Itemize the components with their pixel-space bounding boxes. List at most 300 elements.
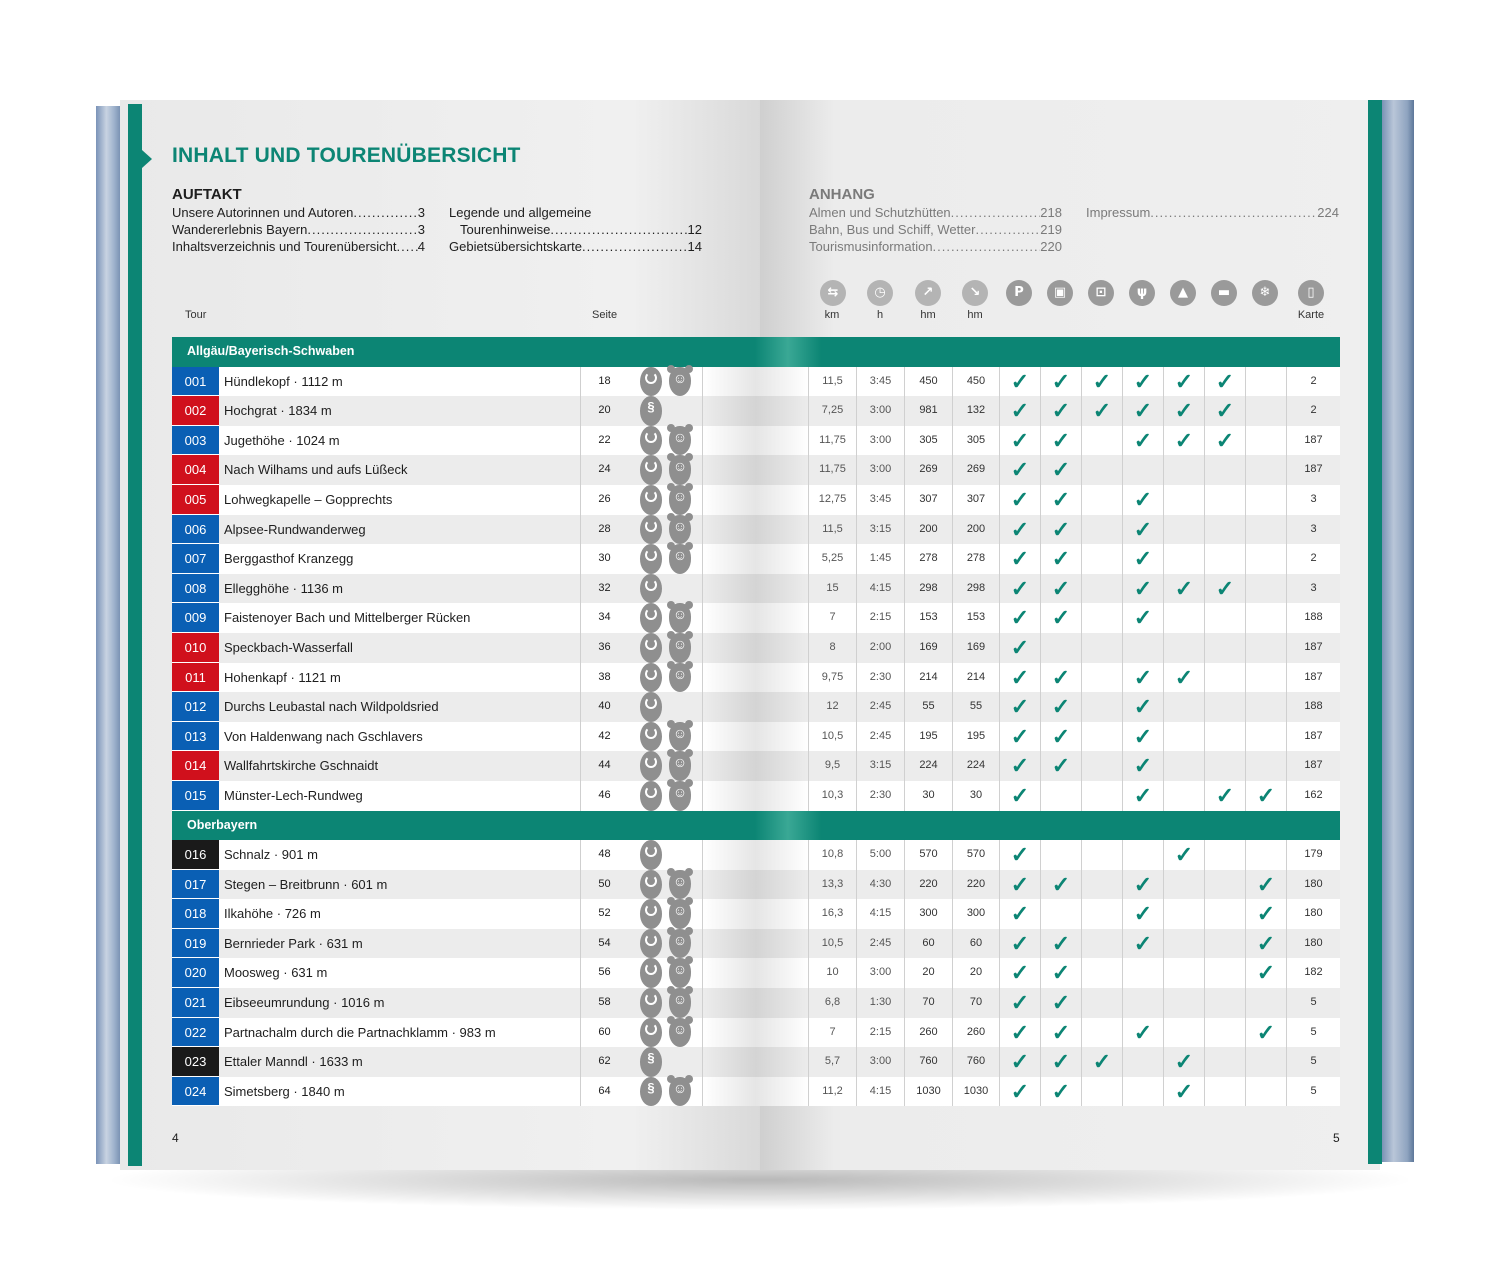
checkmark-icon: ✓ [1051, 457, 1071, 483]
tour-ascent: 220 [904, 870, 952, 900]
tour-duration: 2:30 [856, 663, 904, 693]
tour-duration: 1:30 [856, 988, 904, 1018]
tour-map-page: 187 [1286, 426, 1340, 456]
gutter-cell [702, 663, 808, 693]
tour-page: 26 [580, 485, 628, 515]
tour-ascent: 214 [904, 663, 952, 693]
check-cell [999, 1018, 1040, 1048]
gutter-cell [702, 840, 808, 870]
checkmark-icon: ✓ [1010, 368, 1030, 394]
tour-name[interactable]: Eibseeumrundung · 1016 m [224, 995, 385, 1011]
checkmark-icon: ✓ [1133, 546, 1153, 572]
tour-page: 20 [580, 396, 628, 426]
tour-km: 5,7 [808, 1047, 856, 1077]
check-cell [1204, 1077, 1245, 1107]
check-cell [1163, 1077, 1204, 1107]
tour-ascent: 1030 [904, 1077, 952, 1107]
toc-entry[interactable]: Impressum ..... 224 [1086, 204, 1339, 221]
round-trip-icon [640, 899, 662, 929]
check-cell [1040, 485, 1081, 515]
check-cell [1163, 515, 1204, 545]
checkmark-icon: ✓ [1010, 694, 1030, 720]
snowflake-icon: ❄ [1252, 280, 1278, 306]
checkmark-icon: ✓ [1010, 723, 1030, 749]
tour-km: 9,5 [808, 751, 856, 781]
check-cell [999, 722, 1040, 752]
tour-row[interactable] [172, 1047, 1340, 1077]
tour-duration: 2:45 [856, 692, 904, 722]
check-cell [1245, 515, 1286, 545]
checkmark-icon: ✓ [1051, 723, 1071, 749]
tour-map-page: 2 [1286, 396, 1340, 426]
tour-row[interactable] [172, 574, 1340, 604]
checkmark-icon: ✓ [1174, 427, 1194, 453]
tour-name[interactable]: Lohwegkapelle – Gopprechts [224, 491, 393, 507]
checkmark-icon: ✓ [1010, 634, 1030, 660]
check-cell [999, 544, 1040, 574]
checkmark-icon: ✓ [1051, 871, 1071, 897]
checkmark-icon: ✓ [1256, 782, 1276, 808]
tour-number-badge: 013 [172, 722, 219, 752]
tour-name[interactable]: Speckbach-Wasserfall [224, 639, 353, 655]
tour-number-badge: 020 [172, 958, 219, 988]
tour-name[interactable]: Ellegghöhe · 1136 m [224, 580, 344, 596]
kids-bear-icon [669, 1077, 691, 1107]
check-cell [1081, 426, 1122, 456]
check-cell [1163, 722, 1204, 752]
tour-descent: 300 [952, 899, 999, 929]
tour-name[interactable]: Durchs Leubastal nach Wildpoldsried [224, 699, 439, 715]
check-cell [1204, 485, 1245, 515]
toc-entry[interactable]: Gebietsübersichtskarte ..... 14 [449, 238, 702, 255]
gutter-cell [702, 692, 808, 722]
round-trip-icon [640, 574, 662, 604]
tour-ascent: 60 [904, 929, 952, 959]
tour-name[interactable]: Faistenoyer Bach und Mittelberger Rücken [224, 610, 471, 626]
check-cell [1040, 515, 1081, 545]
tour-ascent: 570 [904, 840, 952, 870]
check-cell [1204, 1018, 1245, 1048]
tour-km: 11,5 [808, 515, 856, 545]
checkmark-icon: ✓ [1051, 753, 1071, 779]
checkmark-icon: ✓ [1051, 546, 1071, 572]
check-cell [1163, 1018, 1204, 1048]
tour-row[interactable] [172, 692, 1340, 722]
check-cell [1245, 988, 1286, 1018]
round-trip-icon [640, 1018, 662, 1048]
check-cell [999, 485, 1040, 515]
tour-km: 12,75 [808, 485, 856, 515]
km-column-header: km [824, 309, 840, 321]
check-cell [1204, 899, 1245, 929]
signpost-icon: ⇆ [820, 280, 846, 306]
tour-row[interactable] [172, 633, 1340, 663]
tour-duration: 2:15 [856, 603, 904, 633]
check-cell [1040, 958, 1081, 988]
check-cell [1122, 692, 1163, 722]
tour-map-page: 179 [1286, 840, 1340, 870]
tour-row[interactable] [172, 663, 1340, 693]
hm-down-column-header: hm [967, 309, 983, 321]
gutter-cell [702, 515, 808, 545]
gutter-cell [702, 396, 808, 426]
tour-number-badge: 022 [172, 1018, 219, 1048]
tour-km: 12 [808, 692, 856, 722]
kids-bear-icon [669, 455, 691, 485]
tour-map-page: 188 [1286, 692, 1340, 722]
tour-descent: 1030 [952, 1077, 999, 1107]
tour-number-badge: 018 [172, 899, 219, 929]
tour-page: 58 [580, 988, 628, 1018]
check-cell [999, 751, 1040, 781]
checkmark-icon: ✓ [1174, 842, 1194, 868]
tour-row[interactable] [172, 544, 1340, 574]
tour-duration: 3:00 [856, 1047, 904, 1077]
tour-row[interactable] [172, 751, 1340, 781]
tour-ascent: 760 [904, 1047, 952, 1077]
check-cell [1081, 840, 1122, 870]
checkmark-icon: ✓ [1010, 546, 1030, 572]
tour-row[interactable] [172, 899, 1340, 929]
tour-name[interactable]: Hündlekopf · 1112 m [224, 373, 343, 389]
check-cell [999, 603, 1040, 633]
gutter-cell [702, 1077, 808, 1107]
check-cell [1081, 899, 1122, 929]
check-cell [1122, 722, 1163, 752]
tour-page: 54 [580, 929, 628, 959]
tour-descent: 269 [952, 455, 999, 485]
kids-bear-icon [669, 485, 691, 515]
check-cell [1245, 544, 1286, 574]
tour-ascent: 70 [904, 988, 952, 1018]
check-cell [1163, 840, 1204, 870]
check-cell [1163, 396, 1204, 426]
gutter-shade [755, 337, 821, 367]
check-cell [1122, 781, 1163, 811]
tour-name[interactable]: Münster-Lech-Rundweg [224, 787, 363, 803]
checkmark-icon: ✓ [1092, 398, 1112, 424]
checkmark-icon: ✓ [1051, 398, 1071, 424]
tour-row[interactable] [172, 367, 1340, 397]
check-cell [1245, 692, 1286, 722]
check-cell [1040, 1077, 1081, 1107]
check-cell [1163, 544, 1204, 574]
tour-number-badge: 007 [172, 544, 219, 574]
tour-number-badge: 015 [172, 781, 219, 811]
tour-km: 7 [808, 603, 856, 633]
kids-bear-icon [669, 958, 691, 988]
checkmark-icon: ✓ [1092, 1049, 1112, 1075]
gutter-cell [702, 988, 808, 1018]
tour-row[interactable] [172, 1018, 1340, 1048]
tour-row[interactable] [172, 840, 1340, 870]
karte-column-header: Karte [1297, 309, 1325, 321]
check-cell [1040, 633, 1081, 663]
tour-descent: 305 [952, 426, 999, 456]
check-cell [1163, 929, 1204, 959]
tour-ascent: 298 [904, 574, 952, 604]
gutter-cell [702, 485, 808, 515]
tour-map-page: 3 [1286, 574, 1340, 604]
check-cell [1040, 663, 1081, 693]
bed-icon: ▬ [1211, 280, 1237, 306]
toc-entry[interactable]: Tourenhinweise ..... 12 [449, 221, 702, 238]
tour-km: 10,8 [808, 840, 856, 870]
check-cell [1204, 663, 1245, 693]
toc-entry[interactable]: Inhaltsverzeichnis und Tourenübersicht ..... 4 [172, 238, 425, 255]
tour-descent: 195 [952, 722, 999, 752]
check-cell [1245, 367, 1286, 397]
tour-name[interactable]: Partnachalm durch die Partnachklamm · 983 m [224, 1024, 496, 1040]
check-cell [1163, 633, 1204, 663]
checkmark-icon: ✓ [1010, 842, 1030, 868]
gutter-cell [702, 426, 808, 456]
anhang-toc-col1 [809, 204, 1062, 255]
checkmark-icon: ✓ [1051, 960, 1071, 986]
checkmark-icon: ✓ [1133, 1019, 1153, 1045]
tour-name[interactable]: Wallfahrtskirche Gschnaidt [224, 758, 379, 774]
tour-number-badge: 016 [172, 840, 219, 870]
toc-entry[interactable]: Almen und Schutzhütten ..... 218 [809, 204, 1062, 221]
tour-row[interactable] [172, 988, 1340, 1018]
check-cell [1204, 367, 1245, 397]
checkmark-icon: ✓ [1133, 901, 1153, 927]
check-cell [1122, 426, 1163, 456]
tour-km: 10 [808, 958, 856, 988]
checkmark-icon: ✓ [1133, 605, 1153, 631]
tour-name[interactable]: Alpsee-Rundwanderweg [224, 521, 366, 537]
tour-number-badge: 009 [172, 603, 219, 633]
toc-entry[interactable]: Bahn, Bus und Schiff, Wetter ..... 219 [809, 221, 1062, 238]
tour-row[interactable] [172, 1077, 1340, 1107]
check-cell [1040, 899, 1081, 929]
tour-page: 28 [580, 515, 628, 545]
check-cell [999, 367, 1040, 397]
gutter-cell [702, 1047, 808, 1077]
tour-map-page: 180 [1286, 870, 1340, 900]
tour-name[interactable]: Schnalz · 901 m [224, 847, 318, 863]
check-cell [1040, 1018, 1081, 1048]
gutter-cell [702, 603, 808, 633]
tour-row[interactable] [172, 958, 1340, 988]
checkmark-icon: ✓ [1133, 664, 1153, 690]
tour-name[interactable]: Berggasthof Kranzegg [224, 551, 354, 567]
checkmark-icon: ✓ [1174, 1078, 1194, 1104]
check-cell [1040, 870, 1081, 900]
toc-entry[interactable]: Unsere Autorinnen und Autoren ..... 3 [172, 204, 425, 221]
checkmark-icon: ✓ [1010, 930, 1030, 956]
checkmark-icon: ✓ [1010, 753, 1030, 779]
tour-row[interactable] [172, 515, 1340, 545]
tour-name[interactable]: Simetsberg · 1840 m [224, 1083, 345, 1099]
tour-duration: 2:45 [856, 929, 904, 959]
tour-name[interactable]: Moosweg · 631 m [224, 965, 328, 981]
check-cell [1040, 722, 1081, 752]
check-cell [1122, 958, 1163, 988]
check-cell [1204, 574, 1245, 604]
check-cell [1081, 633, 1122, 663]
tour-name[interactable]: Jugethöhe · 1024 m [224, 432, 340, 448]
tour-km: 13,3 [808, 870, 856, 900]
check-cell [1245, 1047, 1286, 1077]
check-cell [1122, 1077, 1163, 1107]
tour-name[interactable]: Ilkahöhe · 726 m [224, 906, 321, 922]
kids-bear-icon [669, 663, 691, 693]
route-icon [640, 1077, 662, 1107]
region-label: Oberbayern [187, 817, 258, 832]
check-cell [1040, 751, 1081, 781]
tour-page: 44 [580, 751, 628, 781]
tour-duration: 2:30 [856, 781, 904, 811]
checkmark-icon: ✓ [1215, 398, 1235, 424]
toc-entry[interactable]: Wandererlebnis Bayern ..... 3 [172, 221, 425, 238]
tour-row[interactable] [172, 722, 1340, 752]
tour-name[interactable]: Von Haldenwang nach Gschlavers [224, 728, 423, 744]
tour-descent: 260 [952, 1018, 999, 1048]
tour-map-page: 187 [1286, 633, 1340, 663]
kids-bear-icon [669, 988, 691, 1018]
check-cell [999, 663, 1040, 693]
descent-icon: ↘ [962, 280, 988, 306]
check-cell [1163, 870, 1204, 900]
tour-number-badge: 002 [172, 396, 219, 426]
check-cell [1204, 1047, 1245, 1077]
checkmark-icon: ✓ [1010, 398, 1030, 424]
tour-name[interactable]: Stegen – Breitbrunn · 601 m [224, 876, 388, 892]
check-cell [1122, 367, 1163, 397]
checkmark-icon: ✓ [1133, 575, 1153, 601]
check-cell [1081, 544, 1122, 574]
check-cell [1163, 988, 1204, 1018]
check-cell [1204, 603, 1245, 633]
tour-name[interactable]: Ettaler Manndl · 1633 m [224, 1054, 363, 1070]
kids-bear-icon [669, 751, 691, 781]
tour-duration: 3:15 [856, 751, 904, 781]
tour-name[interactable]: Hohenkapf · 1121 m [224, 669, 341, 685]
check-cell [999, 958, 1040, 988]
check-cell [1122, 870, 1163, 900]
tour-descent: 169 [952, 633, 999, 663]
tour-row[interactable] [172, 485, 1340, 515]
round-trip-icon [640, 958, 662, 988]
tour-map-page: 2 [1286, 544, 1340, 574]
tour-ascent: 981 [904, 396, 952, 426]
checkmark-icon: ✓ [1256, 1019, 1276, 1045]
tour-km: 11,2 [808, 1077, 856, 1107]
tour-row[interactable] [172, 870, 1340, 900]
checkmark-icon: ✓ [1010, 486, 1030, 512]
tour-number-badge: 010 [172, 633, 219, 663]
checkmark-icon: ✓ [1092, 368, 1112, 394]
tour-page: 40 [580, 692, 628, 722]
check-cell [1122, 574, 1163, 604]
gutter-shade [755, 811, 821, 841]
gutter-cell [702, 751, 808, 781]
check-cell [1163, 663, 1204, 693]
tour-row[interactable] [172, 426, 1340, 456]
check-cell [1040, 603, 1081, 633]
check-cell [1040, 396, 1081, 426]
check-cell [999, 633, 1040, 663]
tour-map-page: 187 [1286, 751, 1340, 781]
check-cell [1122, 396, 1163, 426]
check-cell [1204, 929, 1245, 959]
checkmark-icon: ✓ [1051, 575, 1071, 601]
check-cell [1245, 722, 1286, 752]
kids-bear-icon [669, 633, 691, 663]
check-cell [1245, 633, 1286, 663]
gutter-cell [702, 781, 808, 811]
tour-name[interactable]: Hochgrat · 1834 m [224, 403, 332, 419]
round-trip-icon [640, 929, 662, 959]
tour-km: 6,8 [808, 988, 856, 1018]
checkmark-icon: ✓ [1010, 516, 1030, 542]
round-trip-icon [640, 840, 662, 870]
auftakt-toc-col1 [172, 204, 425, 255]
tour-descent: 70 [952, 988, 999, 1018]
map-icon: ▯ [1298, 280, 1324, 306]
tour-map-page: 162 [1286, 781, 1340, 811]
check-cell [1245, 485, 1286, 515]
clock-icon: ◷ [867, 280, 893, 306]
tour-row[interactable] [172, 396, 1340, 426]
tour-row[interactable] [172, 781, 1340, 811]
toc-entry[interactable]: Tourismusinformation ..... 220 [809, 238, 1062, 255]
tour-row[interactable] [172, 929, 1340, 959]
check-cell [1122, 988, 1163, 1018]
tour-name[interactable]: Bernrieder Park · 631 m [224, 935, 363, 951]
check-cell [1040, 544, 1081, 574]
checkmark-icon: ✓ [1256, 901, 1276, 927]
round-trip-icon [640, 663, 662, 693]
check-cell [1163, 958, 1204, 988]
tour-row[interactable] [172, 603, 1340, 633]
kids-bear-icon [669, 515, 691, 545]
checkmark-icon: ✓ [1133, 871, 1153, 897]
round-trip-icon [640, 751, 662, 781]
check-cell [999, 515, 1040, 545]
checkmark-icon: ✓ [1051, 1078, 1071, 1104]
page-number-right: 5 [1333, 1131, 1340, 1145]
checkmark-icon: ✓ [1174, 398, 1194, 424]
checkmark-icon: ✓ [1010, 427, 1030, 453]
tour-name[interactable]: Nach Wilhams und aufs Lüßeck [224, 462, 408, 478]
tour-row[interactable] [172, 455, 1340, 485]
tour-km: 10,3 [808, 781, 856, 811]
tour-km: 9,75 [808, 663, 856, 693]
region-header [172, 337, 1340, 367]
check-cell [1040, 692, 1081, 722]
check-cell [999, 870, 1040, 900]
check-cell [1081, 1018, 1122, 1048]
check-cell [1245, 958, 1286, 988]
kids-bear-icon [669, 426, 691, 456]
left-color-band [128, 104, 142, 1166]
check-cell [1245, 899, 1286, 929]
check-cell [1163, 751, 1204, 781]
tour-descent: 278 [952, 544, 999, 574]
gutter-cell [702, 574, 808, 604]
tour-km: 5,25 [808, 544, 856, 574]
checkmark-icon: ✓ [1133, 486, 1153, 512]
anhang-toc-col2 [1086, 204, 1339, 221]
tour-page: 38 [580, 663, 628, 693]
check-cell [1122, 603, 1163, 633]
gutter-cell [702, 633, 808, 663]
checkmark-icon: ✓ [1051, 664, 1071, 690]
tour-page: 36 [580, 633, 628, 663]
check-cell [1204, 781, 1245, 811]
